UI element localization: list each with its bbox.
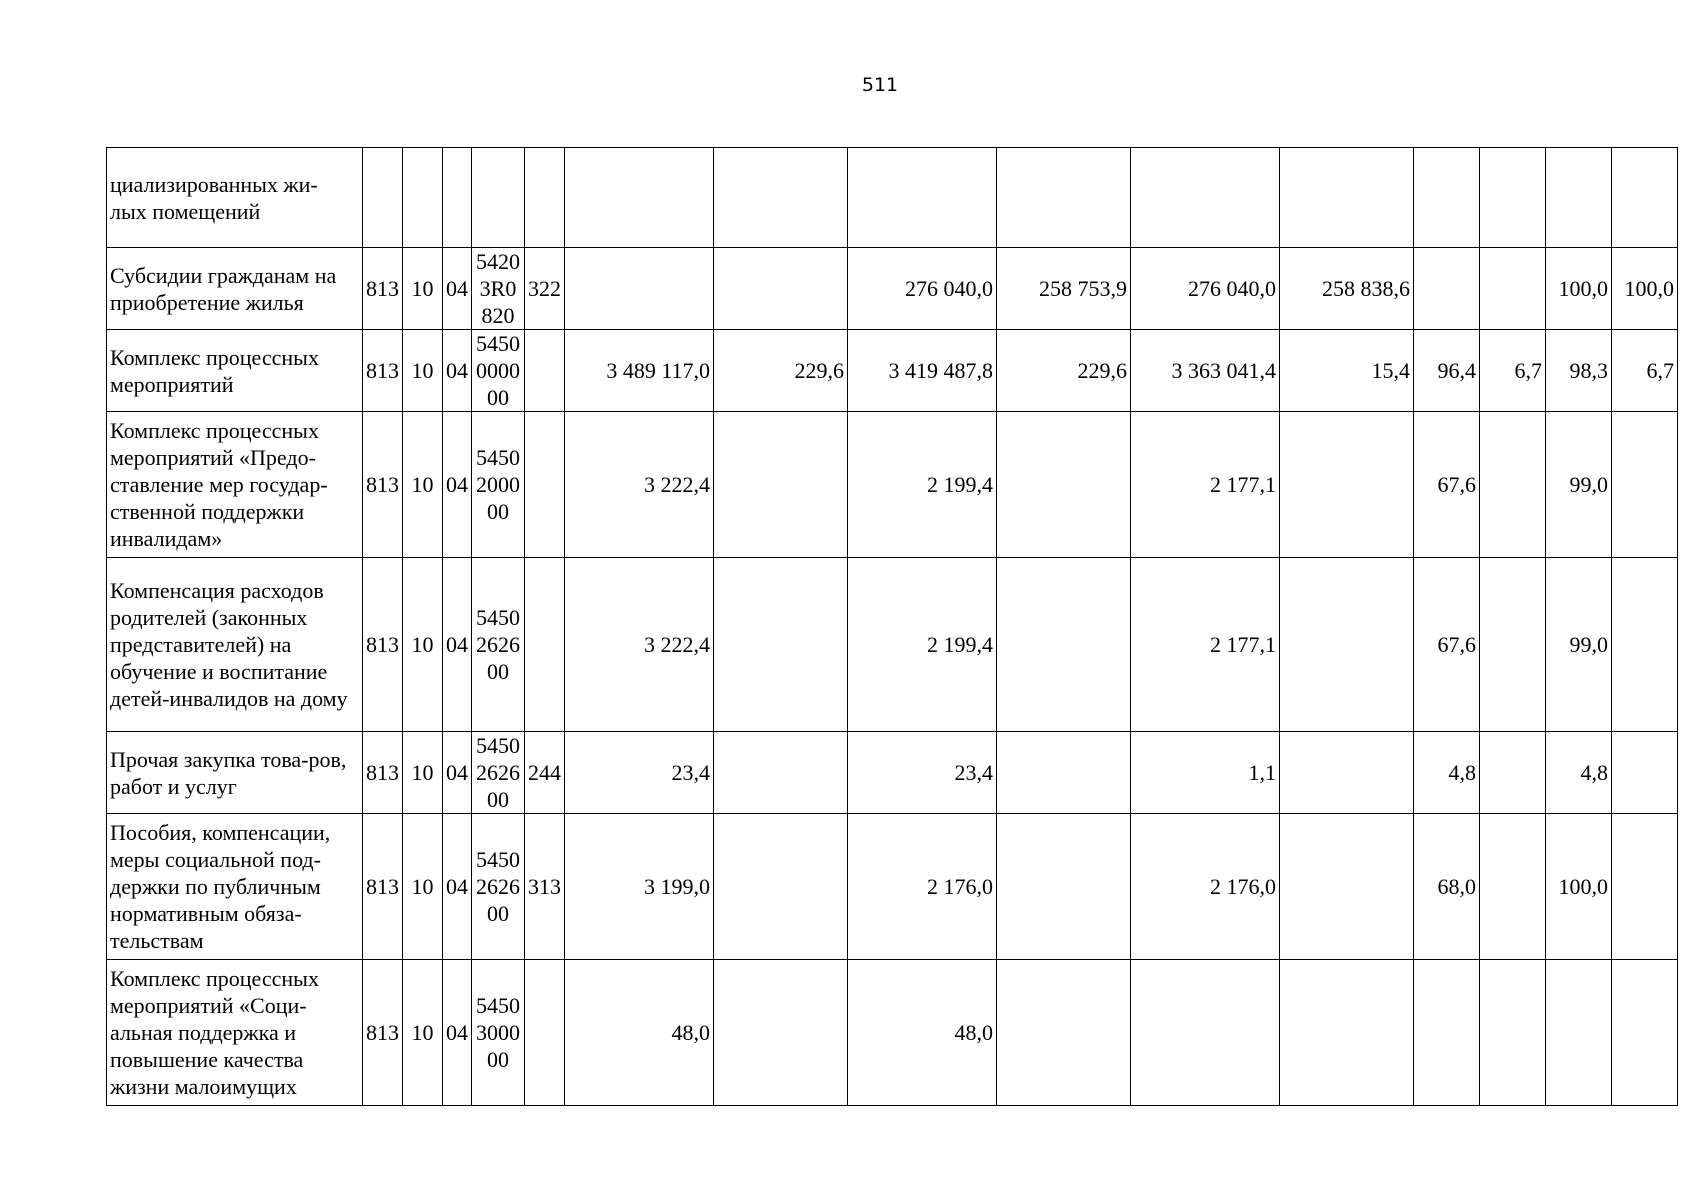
budget-table [106,147,1678,1106]
percent-cell [1612,558,1678,732]
code-expense-type-cell [525,148,565,248]
value-cell [714,148,848,248]
code-ministry-cell: 813 [363,732,403,814]
percent-cell [1480,814,1546,960]
code-ministry-cell [363,148,403,248]
value-cell [1131,960,1280,1106]
code-section-cell: 10 [403,558,443,732]
percent-cell [1414,960,1480,1106]
code-section-cell: 10 [403,330,443,412]
code-subsection-cell: 04 [443,330,472,412]
code-ministry-cell: 813 [363,412,403,558]
percent-cell [1612,732,1678,814]
value-cell: 23,4 [848,732,997,814]
percent-cell: 67,6 [1414,412,1480,558]
code-target-cell: 5450000000 [472,330,525,412]
value-cell: 3 419 487,8 [848,330,997,412]
code-expense-type-cell [525,330,565,412]
percent-cell: 96,4 [1414,330,1480,412]
value-cell [848,148,997,248]
code-expense-type-cell: 322 [525,248,565,330]
value-cell: 48,0 [848,960,997,1106]
value-cell [997,558,1131,732]
code-ministry-cell: 813 [363,814,403,960]
value-cell: 2 176,0 [848,814,997,960]
code-subsection-cell [443,148,472,248]
value-cell: 3 222,4 [565,412,714,558]
value-cell [1280,412,1414,558]
value-cell [565,148,714,248]
percent-cell: 4,8 [1414,732,1480,814]
value-cell: 3 199,0 [565,814,714,960]
percent-cell [1480,248,1546,330]
value-cell [1280,732,1414,814]
percent-cell: 67,6 [1414,558,1480,732]
page-number: 511 [861,74,899,96]
table-row [107,732,1678,814]
value-cell [997,732,1131,814]
percent-cell [1480,960,1546,1106]
value-cell: 3 489 117,0 [565,330,714,412]
percent-cell [1480,558,1546,732]
row-name-cell: Пособия, компенсации, меры социальной под-держки по публичным нормативным обяза-тельствам [107,814,363,960]
value-cell: 2 176,0 [1131,814,1280,960]
code-ministry-cell: 813 [363,960,403,1106]
code-expense-type-cell [525,558,565,732]
code-target-cell: 54203R0820 [472,248,525,330]
code-section-cell [403,148,443,248]
code-target-cell: 5450262600 [472,558,525,732]
value-cell [714,732,848,814]
value-cell [1280,558,1414,732]
row-name-cell: Комплекс процессных мероприятий «Соци-альная поддержка и повышение качества жизни малоимущих [107,960,363,1106]
code-subsection-cell: 04 [443,960,472,1106]
code-ministry-cell: 813 [363,558,403,732]
value-cell: 48,0 [565,960,714,1106]
percent-cell [1612,412,1678,558]
percent-cell: 6,7 [1612,330,1678,412]
percent-cell [1480,732,1546,814]
code-section-cell: 10 [403,732,443,814]
table-row [107,960,1678,1106]
percent-cell: 98,3 [1546,330,1612,412]
code-subsection-cell: 04 [443,248,472,330]
code-expense-type-cell [525,412,565,558]
value-cell: 2 177,1 [1131,558,1280,732]
table-row [107,248,1678,330]
code-subsection-cell: 04 [443,412,472,558]
row-name-cell: Субсидии гражданам на приобретение жилья [107,248,363,330]
code-section-cell: 10 [403,814,443,960]
row-name-cell: Комплекс процессных мероприятий «Предо-ставление мер государ-ственной поддержки инвалидам» [107,412,363,558]
percent-cell: 6,7 [1480,330,1546,412]
value-cell [714,558,848,732]
value-cell: 3 363 041,4 [1131,330,1280,412]
percent-cell [1546,148,1612,248]
value-cell: 229,6 [997,330,1131,412]
value-cell: 2 177,1 [1131,412,1280,558]
value-cell: 276 040,0 [1131,248,1280,330]
value-cell: 3 222,4 [565,558,714,732]
value-cell: 258 753,9 [997,248,1131,330]
percent-cell [1480,148,1546,248]
value-cell [997,814,1131,960]
code-target-cell: 5450200000 [472,412,525,558]
code-target-cell [472,148,525,248]
value-cell: 276 040,0 [848,248,997,330]
code-section-cell: 10 [403,960,443,1106]
code-target-cell: 5450262600 [472,732,525,814]
percent-cell [1612,814,1678,960]
value-cell [997,412,1131,558]
value-cell: 258 838,6 [1280,248,1414,330]
value-cell [714,960,848,1106]
percent-cell [1414,248,1480,330]
percent-cell [1480,412,1546,558]
code-expense-type-cell: 244 [525,732,565,814]
code-subsection-cell: 04 [443,814,472,960]
row-name-cell: Компенсация расходов родителей (законных представителей) на обучение и воспитание детей-инвалидов на дому [107,558,363,732]
code-expense-type-cell: 313 [525,814,565,960]
table-row [107,412,1678,558]
table-row [107,330,1678,412]
percent-cell: 100,0 [1546,248,1612,330]
percent-cell: 100,0 [1612,248,1678,330]
code-target-cell: 5450262600 [472,814,525,960]
code-target-cell: 5450300000 [472,960,525,1106]
percent-cell: 99,0 [1546,558,1612,732]
value-cell [1131,148,1280,248]
value-cell [997,960,1131,1106]
value-cell [1280,960,1414,1106]
value-cell: 1,1 [1131,732,1280,814]
code-section-cell: 10 [403,248,443,330]
percent-cell: 99,0 [1546,412,1612,558]
value-cell: 2 199,4 [848,558,997,732]
percent-cell [1612,960,1678,1106]
percent-cell [1612,148,1678,248]
percent-cell: 68,0 [1414,814,1480,960]
value-cell: 229,6 [714,330,848,412]
percent-cell: 100,0 [1546,814,1612,960]
row-name-cell: Комплекс процессных мероприятий [107,330,363,412]
table-row [107,148,1678,248]
row-name-cell: Прочая закупка това-ров, работ и услуг [107,732,363,814]
code-ministry-cell: 813 [363,248,403,330]
percent-cell [1546,960,1612,1106]
row-name-cell: циализированных жи- лых помещений [107,148,363,248]
value-cell [1280,814,1414,960]
code-expense-type-cell [525,960,565,1106]
value-cell [714,248,848,330]
table-row [107,814,1678,960]
value-cell [997,148,1131,248]
value-cell: 23,4 [565,732,714,814]
value-cell [1280,148,1414,248]
value-cell [714,412,848,558]
percent-cell: 4,8 [1546,732,1612,814]
code-ministry-cell: 813 [363,330,403,412]
value-cell: 15,4 [1280,330,1414,412]
code-section-cell: 10 [403,412,443,558]
code-subsection-cell: 04 [443,558,472,732]
code-subsection-cell: 04 [443,732,472,814]
table-row [107,558,1678,732]
value-cell: 2 199,4 [848,412,997,558]
percent-cell [1414,148,1480,248]
value-cell [565,248,714,330]
value-cell [714,814,848,960]
